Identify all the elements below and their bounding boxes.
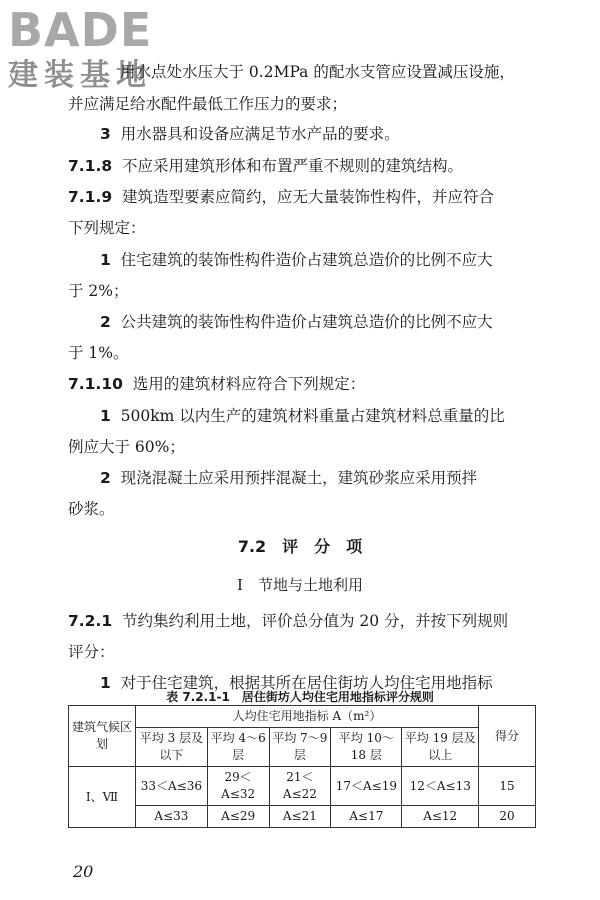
text-line: 下列规定： (68, 219, 146, 237)
table-cell: A≤21 (269, 806, 331, 828)
table-cell: A≤12 (402, 806, 479, 828)
table-cell: 21＜A≤22 (269, 767, 331, 806)
table-subheader-row (69, 728, 536, 767)
text-line: 砂浆。 (68, 500, 115, 518)
text-line: 7.1.8 不应采用建筑形体和布置严重不规则的建筑结构。 (68, 157, 464, 175)
text-line: 1 500km 以内生产的建筑材料重量占建筑材料总重量的比 (100, 407, 505, 425)
score-cell: 20 (479, 806, 536, 828)
page-number: 20 (73, 862, 94, 881)
text-line: 1 对于住宅建筑，根据其所在居住街坊人均住宅用地指标 (100, 674, 493, 692)
watermark-subtitle: 建装基地 (8, 58, 152, 93)
column-header: 平均 19 层及以上 (402, 728, 479, 767)
table-cell: 12＜A≤13 (402, 767, 479, 806)
item-number: 1 (100, 251, 111, 269)
score-cell: 15 (479, 767, 536, 806)
item-number: 3 (100, 125, 111, 143)
bade-watermark-logo (8, 3, 178, 96)
table-cell: A≤17 (331, 806, 402, 828)
table-row (69, 806, 536, 828)
item-number: 1 (100, 407, 111, 425)
header-group: 人均住宅用地指标 A（m²） (136, 706, 479, 728)
text-line: 例应大于 60%； (68, 438, 185, 456)
table-title: 表 7.2.1-1 居住街坊人均住宅用地指标评分规则 (166, 690, 434, 704)
scoring-table (68, 705, 536, 828)
table-row (69, 767, 536, 806)
header-score: 得分 (479, 706, 536, 767)
item-number: 1 (100, 674, 111, 692)
column-header: 平均 4～6 层 (207, 728, 269, 767)
column-header: 平均 7～9 层 (269, 728, 331, 767)
text-line: 评分： (68, 643, 115, 661)
zone-cell: Ⅰ、Ⅶ (69, 767, 136, 828)
text-line: 2 公共建筑的装饰性构件造价占建筑总造价的比例不应大 (100, 313, 493, 331)
text-line: 3 用水器具和设备应满足节水产品的要求。 (100, 125, 400, 143)
text-line: 7.1.10 选用的建筑材料应符合下列规定： (68, 375, 366, 393)
table-cell: A≤29 (207, 806, 269, 828)
column-header: 平均 3 层及以下 (136, 728, 208, 767)
section-title: 7.2 评 分 项 (237, 537, 363, 556)
table-cell: 17＜A≤19 (331, 767, 402, 806)
subsection-title: Ⅰ 节地与土地利用 (237, 576, 363, 594)
table-cell: 29＜A≤32 (207, 767, 269, 806)
clause-number: 7.1.9 (68, 188, 113, 206)
item-number: 2 (100, 469, 111, 487)
text-line: 并应满足给水配件最低工作压力的要求； (68, 95, 348, 113)
item-number: 2 (100, 313, 111, 331)
text-line: 于 1%。 (68, 344, 129, 362)
text-line: 于 2%； (68, 282, 129, 300)
header-zone: 建筑气候区划 (69, 706, 136, 767)
clause-number: 7.1.10 (68, 375, 123, 393)
text-line: 1 住宅建筑的装饰性构件造价占建筑总造价的比例不应大 (100, 251, 493, 269)
clause-number: 7.2.1 (68, 612, 113, 630)
watermark-brand: BADE (8, 3, 153, 57)
text-line: 7.2.1 节约集约利用土地，评价总分值为 20 分，并按下列规则 (68, 612, 509, 630)
table-cell: A≤33 (136, 806, 208, 828)
table-cell: 33＜A≤36 (136, 767, 208, 806)
clause-number: 7.1.8 (68, 157, 113, 175)
text-line: 2 现浇混凝土应采用预拌混凝土，建筑砂浆应采用预拌 (100, 469, 478, 487)
text-line: 用水点处水压大于 0.2MPa 的配水支管应设置减压设施， (120, 63, 515, 81)
text-line: 7.1.9 建筑造型要素应简约，应无大量装饰性构件，并应符合 (68, 188, 495, 206)
column-header: 平均 10～18 层 (331, 728, 402, 767)
table-header-row (69, 706, 536, 728)
